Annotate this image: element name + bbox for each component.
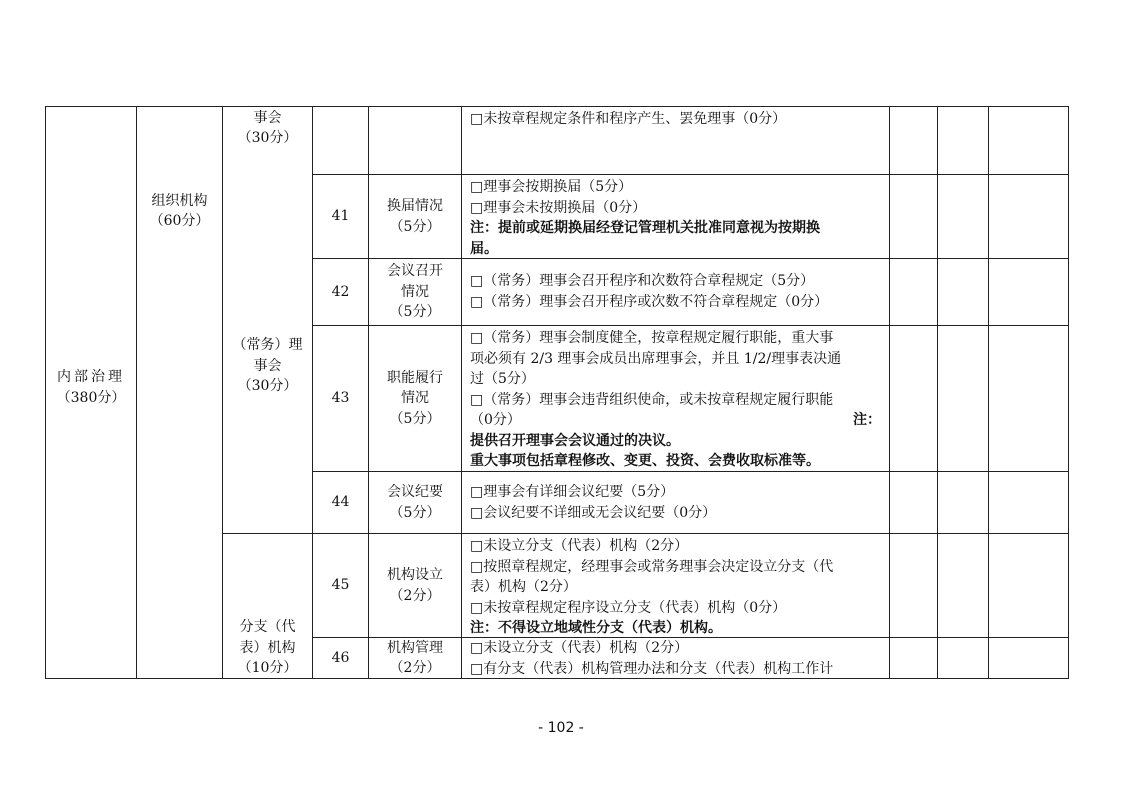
item-name: 情况 <box>401 390 429 407</box>
group-standing-council-score: （30分） <box>237 378 298 395</box>
item-name: 情况 <box>401 283 429 300</box>
criterion: □未设立分支（代表）机构（2分） <box>470 538 689 554</box>
item-name: 职能履行 <box>387 369 443 386</box>
criterion: □有分支（代表）机构管理办法和分支（代表）机构工作计 <box>470 660 834 677</box>
category-score: （380分） <box>56 389 126 406</box>
criterion: □理事会未按期换届（0分） <box>470 199 647 216</box>
group-branch-name-2: 表）机构 <box>239 639 296 656</box>
item-score: （5分） <box>389 410 441 427</box>
criterion: □（常务）理事会制度健全，按章程规定履行职能，重大事 <box>470 330 834 346</box>
criteria-cell-43 <box>462 326 889 471</box>
row-number-44: 44 <box>331 494 350 511</box>
row-number-42: 42 <box>331 283 350 300</box>
item-score: （5分） <box>389 504 441 521</box>
item-cell-43 <box>369 326 461 471</box>
row-number-45: 45 <box>331 577 350 594</box>
group-branch-score: （10分） <box>237 660 298 677</box>
note: 重大事项包括章程修改、变更、投资、会费收取标准等。 <box>470 453 820 469</box>
group-branch-name-1: 分支（代 <box>239 619 296 636</box>
item-name: 换届情况 <box>387 198 443 214</box>
criterion: 项必须有 2/3 理事会成员出席理事会，并且 1/2/理事表决通 <box>470 350 842 367</box>
criterion: □按照章程规定，经理事会或常务理事会决定设立分支（代 <box>470 558 834 575</box>
criterion: 表）机构（2分） <box>470 579 577 595</box>
criterion: □未按章程规定条件和程序产生、罢免理事（0分） <box>470 111 787 127</box>
criterion: □（常务）理事会违背组织使命，或未按章程规定履行职能 <box>470 391 834 408</box>
subcategory-name: 组织机构 <box>151 192 208 209</box>
criteria-cell-46 <box>462 638 889 678</box>
item-score: （5分） <box>389 304 441 321</box>
criteria-cell-45 <box>462 534 889 637</box>
criterion: □会议纪要不详细或无会议纪要（0分） <box>470 504 717 521</box>
item-score: （2分） <box>389 660 441 676</box>
item-name: 会议纪要 <box>387 484 443 500</box>
criterion: □（常务）理事会召开程序和次数符合章程规定（5分） <box>470 273 815 289</box>
item-cell-45 <box>369 534 461 637</box>
subcategory-cell <box>137 190 222 232</box>
note: 届。 <box>470 240 498 257</box>
criteria-cell-41 <box>462 175 889 258</box>
item-cell-44 <box>369 472 461 533</box>
item-cell-46 <box>369 638 461 678</box>
criteria-cell-42 <box>462 259 889 325</box>
item-name: 机构管理 <box>387 639 443 656</box>
criteria-cell-44 <box>462 472 889 533</box>
note: 注：提前或延期换届经登记管理机关批准同意视为按期换 <box>470 220 820 236</box>
group-standing-council-cell <box>223 335 312 397</box>
item-score: （2分） <box>389 587 441 604</box>
category-name: 内部治理 <box>57 369 125 385</box>
note: 注：不得设立地域性分支（代表）机构。 <box>470 620 722 636</box>
note-label: 注： <box>853 412 881 428</box>
group-standing-council-name-1: （常务）理 <box>232 337 303 354</box>
criterion: □理事会按期换届（5分） <box>470 179 633 195</box>
criterion: 过（5分） <box>470 371 535 387</box>
item-cell-42 <box>369 259 461 325</box>
group-branch-cell <box>223 617 312 679</box>
row-number-46: 46 <box>331 649 350 666</box>
criterion: □未设立分支（代表）机构（2分） <box>470 640 689 656</box>
group-council-cell <box>223 107 312 149</box>
item-name: 机构设立 <box>387 567 443 583</box>
criterion-with-note-label <box>470 410 889 431</box>
group-standing-council-name-2: 事会 <box>253 357 282 374</box>
note: 提供召开理事会会议通过的决议。 <box>470 432 680 449</box>
criterion: （0分） <box>470 412 521 428</box>
criterion: □（常务）理事会召开程序或次数不符合章程规定（0分） <box>470 293 829 310</box>
row-number-41: 41 <box>331 208 350 225</box>
row-number-43: 43 <box>331 390 350 407</box>
group-council-name: 事会 <box>253 109 282 126</box>
subcategory-score: （60分） <box>149 213 210 229</box>
group-council-score: （30分） <box>237 130 298 146</box>
category-cell <box>46 107 136 678</box>
page-number: - 102 - <box>538 720 584 736</box>
criteria-cell-r0 <box>462 107 889 174</box>
item-name: 会议召开 <box>387 263 443 280</box>
criterion: □未按章程规定程序设立分支（代表）机构（0分） <box>470 599 787 616</box>
item-score: （5分） <box>389 218 441 235</box>
item-cell-41 <box>369 175 461 258</box>
criterion: □理事会有详细会议纪要（5分） <box>470 484 675 500</box>
